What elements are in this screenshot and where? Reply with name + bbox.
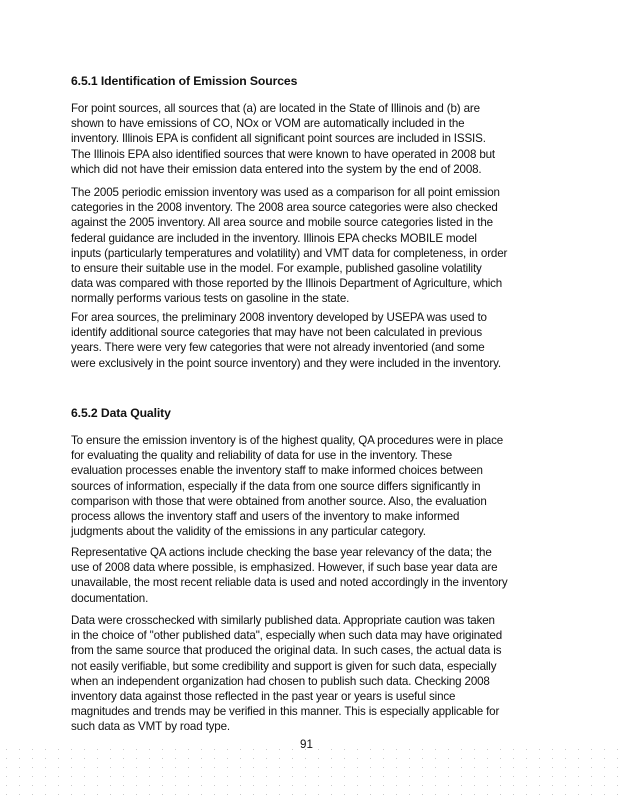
text-line: such data as VMT by road type. [71, 720, 230, 734]
text-line: from the same source that produced the original data. In such cases, the actual data is [71, 644, 502, 658]
text-line: federal guidance are included in the inventory. Illinois EPA checks MOBILE model [71, 231, 477, 245]
paragraph-qa-actions [71, 545, 571, 606]
text-line: not easily verifiable, but some credibility and support is given for such data, especially [71, 659, 497, 673]
text-line: when an independent organization had chosen to publish such data. Checking 2008 [71, 674, 490, 688]
text-line: Representative QA actions include checking the base year relevancy of the data; the [71, 546, 492, 559]
scan-noise [0, 745, 619, 800]
text-line: years. There were very few categories that were not already inventoried (and some [71, 341, 485, 355]
page-number: 91 [300, 738, 313, 751]
text-line: were exclusively in the point source inventory) and they were included in the inventory. [71, 356, 501, 370]
text-line: categories in the 2008 inventory. The 2008 area source categories were also checked [71, 201, 498, 215]
text-line: For point sources, all sources that (a) are located in the State of Illinois and (b) are [71, 102, 480, 115]
text-line: Data were crosschecked with similarly published data. Appropriate caution was taken [71, 614, 495, 627]
text-line: identify additional source categories that may have not been calculated in previous [71, 326, 482, 340]
text-line: The Illinois EPA also identified sources that were known to have operated in 2008 but [71, 147, 496, 161]
text-line: judgments about the validity of the emissions in any particular category. [71, 525, 426, 539]
text-line: sources of information, especially if the data from one source differs significantly in [71, 479, 481, 493]
text-line: The 2005 periodic emission inventory was used as a comparison for all point emission [71, 186, 500, 199]
paragraph-crosschecked [71, 613, 571, 735]
section-heading-6-5-1: 6.5.1 Identification of Emission Sources [71, 74, 298, 88]
text-line: inventory data against those reflected in the past year or years is useful since [71, 690, 456, 704]
paragraph-area-sources [71, 310, 571, 371]
text-line: shown to have emissions of CO, NOx or VOM are automatically included in the [71, 117, 465, 131]
text-line: normally performs various tests on gasoline in the state. [71, 292, 350, 306]
text-line: To ensure the emission inventory is of the highest quality, QA procedures were in place [71, 434, 504, 447]
text-line: process allows the inventory staff and users of the inventory to make informed [71, 510, 460, 524]
paragraph-2005-comparison [71, 185, 571, 307]
text-line: magnitudes and trends may be verified in this manner. This is especially applicable for [71, 705, 500, 719]
text-line: to ensure their suitable use in the model. For example, published gasoline volatility [71, 262, 482, 276]
text-line: which did not have their emission data entered into the system by the end of 2008. [71, 162, 482, 176]
text-line: For area sources, the preliminary 2008 inventory developed by USEPA was used to [71, 311, 487, 324]
text-line: evaluation processes enable the inventory staff to make informed choices between [71, 464, 483, 478]
paragraph-qa-procedures [71, 433, 571, 539]
text-line: documentation. [71, 591, 149, 605]
section-heading-6-5-2: 6.5.2 Data Quality [71, 406, 171, 420]
text-line: inventory. Illinois EPA is confident all significant point sources are included in ISSIS. [71, 132, 486, 146]
text-line: unavailable, the most recent reliable data is used and noted accordingly in the inventory [71, 576, 508, 590]
text-line: for evaluating the quality and reliability of data for use in the inventory. These [71, 449, 453, 463]
text-line: against the 2005 inventory. All area source and mobile source categories listed in the [71, 216, 493, 230]
text-line: in the choice of "other published data", especially when such data may have originated [71, 629, 503, 643]
text-line: use of 2008 data where possible, is emphasized. However, if such base year data are [71, 561, 498, 575]
text-line: comparison with those that were obtained from another source. Also, the evaluation [71, 494, 487, 508]
text-line: data was compared with those reported by the Illinois Department of Agriculture, which [71, 277, 503, 291]
text-line: inputs (particularly temperatures and volatility) and VMT data for completeness, in order [71, 246, 508, 260]
paragraph-point-sources [71, 101, 571, 177]
